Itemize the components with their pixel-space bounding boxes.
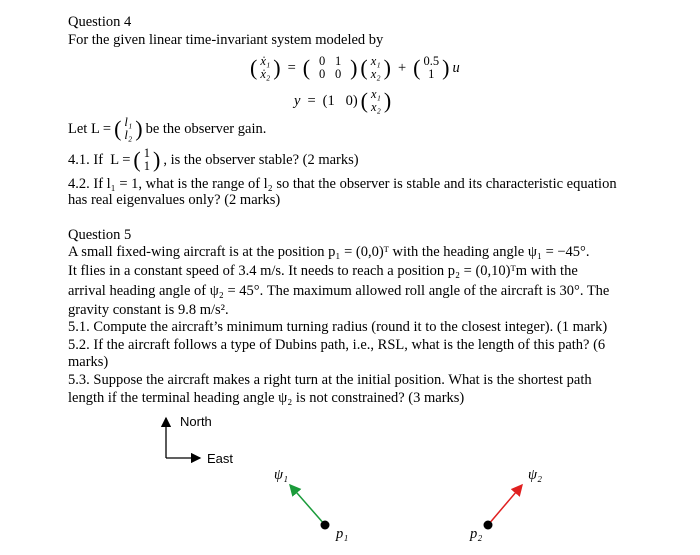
gain-vector: l₁ l₂ <box>124 115 133 142</box>
psi2-arrow <box>488 485 522 525</box>
q4-item-2-line1: 4.2. If l₁ = 1, what is the range of l₂ so that the observer is stable and its characteristic equation <box>68 176 617 192</box>
output-equation: y = (1 0) ( x₁ x₂ ) <box>294 87 392 114</box>
q5-item-5-1: 5.1. Compute the aircraft’s minimum turning radius (round it to the closest integer). (1 mark) <box>68 319 608 335</box>
north-label: North <box>180 414 212 429</box>
psi1-arrow <box>290 485 325 525</box>
input-matrix-b: 0.5 1 <box>423 54 440 81</box>
q5-line: It flies in a constant speed of 3.4 m/s. It needs to reach a position p₂ = (0,10)ᵀm with the <box>68 263 578 279</box>
q5-item-5-2-cont: marks) <box>68 354 109 370</box>
item1-suffix: , is the observer stable? (2 marks) <box>163 151 359 168</box>
gain-suffix: be the observer gain. <box>145 120 267 137</box>
q5-line: A small fixed-wing aircraft is at the position p₁ = (0,0)ᵀ with the heading angle ψ₁ = −45°. <box>68 244 590 260</box>
q5-item-5-2: 5.2. If the aircraft follows a type of Dubins path, i.e., RSL, what is the length of this path? (6 <box>68 337 606 353</box>
gain-prefix: Let L = <box>68 120 112 137</box>
p1-label: p₁ <box>336 526 349 542</box>
q4-heading: Question 4 <box>68 14 132 30</box>
q5-item-5-3: 5.3. Suppose the aircraft makes a right turn at the initial position. What is the shortest path <box>68 372 592 388</box>
system-matrix-a: 0 1 0 0 <box>318 54 342 81</box>
output-state-vector: x₁ x₂ <box>371 87 381 114</box>
item1-vector: 1 1 <box>143 146 150 173</box>
psi1-label: ψ₁ <box>274 467 289 483</box>
p2-label: p₂ <box>470 526 483 542</box>
q5-line: arrival heading angle of ψ₂ = 45°. The maximum allowed roll angle of the aircraft is 30°. The <box>68 283 610 299</box>
east-label: East <box>207 451 234 466</box>
observer-gain-line: Let L = ( l₁ l₂ ) be the observer gain. <box>68 115 267 142</box>
q4-item-1: 4.1. If L = ( 1 1 ) , is the observer stable? (2 marks) <box>68 146 359 173</box>
p1-point <box>321 521 330 530</box>
input-u: u <box>452 59 460 76</box>
item1-prefix: 4.1. If L = <box>68 151 131 168</box>
q4-item-2-line2: has real eigenvalues only? (2 marks) <box>68 192 281 208</box>
psi2-label: ψ₂ <box>528 467 543 483</box>
state-equation: ( ẋ₁ ẋ₂ ) = ( 0 1 0 0 ) ( x₁ x₂ ) + ( 0.5 1 ) u <box>250 54 460 81</box>
p2-point <box>484 521 493 530</box>
output-y: y <box>294 92 301 109</box>
q5-heading: Question 5 <box>68 227 132 243</box>
state-vector: x₁ x₂ <box>370 54 381 81</box>
q5-line: gravity constant is 9.8 m/s². <box>68 302 229 318</box>
q5-item-5-3-cont: length if the terminal heading angle ψ₂ is not constrained? (3 marks) <box>68 390 465 406</box>
state-derivative-vector: ẋ₁ ẋ₂ <box>260 54 271 81</box>
output-matrix-c: (1 0) <box>322 92 358 109</box>
q4-intro: For the given linear time-invariant system modeled by <box>68 32 384 48</box>
